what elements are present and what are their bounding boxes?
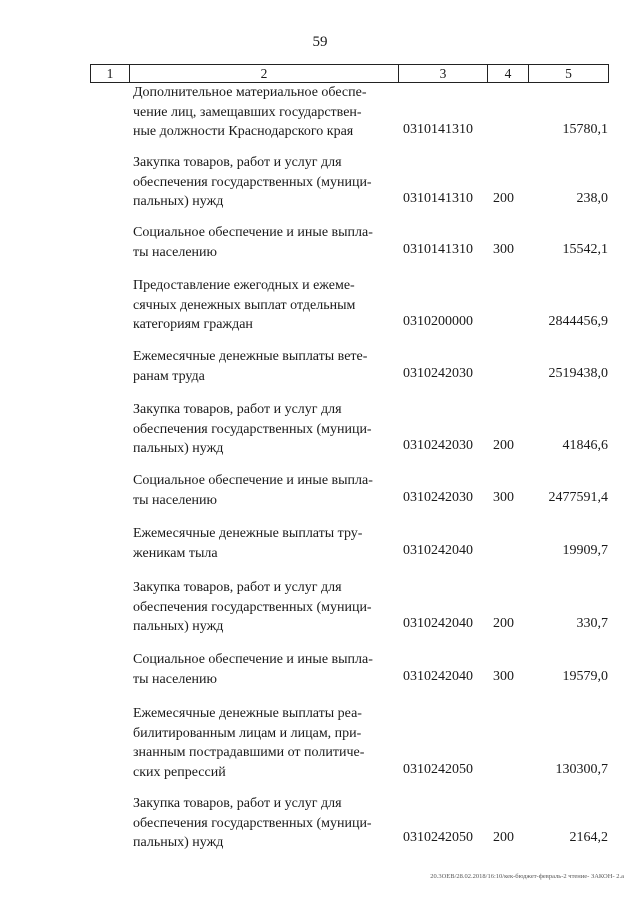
row-description: Социальное обеспечение и иные выпла- ты населению: [133, 652, 373, 687]
row-amount: 15780,1: [562, 122, 608, 137]
row-amount: 238,0: [576, 191, 608, 206]
header-col-2: 2: [130, 65, 399, 82]
row-expense-type: 200: [493, 438, 514, 453]
row-code: 0310242040: [403, 669, 473, 684]
row-expense-type: 300: [493, 242, 514, 257]
row-amount: 19579,0: [562, 669, 608, 684]
row-description: Предоставление ежегодных и ежеме- сячных денежных выплат отдельным категориям граждан: [133, 278, 356, 332]
row-code: 0310242040: [403, 616, 473, 631]
row-description: Закупка товаров, работ и услуг для обеспечения государственных (муници- пальных) нужд: [133, 580, 372, 634]
document-footer-stamp: 20.3ОЕВ/28.02.2018/16:10/кек-бюджет-февраль-2 чтение- ЗАКОН- 2.а: [430, 873, 624, 880]
row-expense-type: 200: [493, 830, 514, 845]
row-code: 0310242050: [403, 762, 473, 777]
row-amount: 2477591,4: [548, 490, 608, 505]
row-amount: 15542,1: [562, 242, 608, 257]
row-amount: 41846,6: [562, 438, 608, 453]
row-code: 0310242030: [403, 366, 473, 381]
row-description: Социальное обеспечение и иные выпла- ты населению: [133, 225, 373, 260]
row-description: Ежемесячные денежные выплаты тру- женикам тыла: [133, 526, 363, 561]
row-code: 0310141310: [403, 122, 473, 137]
row-code: 0310242030: [403, 490, 473, 505]
row-expense-type: 300: [493, 669, 514, 684]
row-description: Закупка товаров, работ и услуг для обеспечения государственных (муници- пальных) нужд: [133, 796, 372, 850]
page-number: 59: [312, 34, 328, 50]
row-amount: 2519438,0: [548, 366, 608, 381]
table-header-row: [90, 64, 609, 83]
header-col-5: 5: [565, 66, 572, 81]
row-description: Закупка товаров, работ и услуг для обеспечения государственных (муници- пальных) нужд: [133, 402, 372, 456]
header-col-3: 3: [399, 65, 488, 82]
row-description: Социальное обеспечение и иные выпла- ты населению: [133, 473, 373, 508]
row-amount: 2164,2: [569, 830, 608, 845]
row-description: Дополнительное материальное обеспе- чение лиц, замещавших государствен- ные должности Краснодарского края: [133, 85, 367, 139]
row-expense-type: 300: [493, 490, 514, 505]
row-description: Ежемесячные денежные выплаты реа- билитированным лицам и лицам, при- знанным пострадавшими от политиче- ских репрессий: [133, 706, 365, 780]
row-expense-type: 200: [493, 191, 514, 206]
row-description: Ежемесячные денежные выплаты вете- ранам труда: [133, 349, 368, 384]
row-amount: 330,7: [576, 616, 608, 631]
row-amount: 130300,7: [555, 762, 608, 777]
row-code: 0310242040: [403, 543, 473, 558]
row-expense-type: 200: [493, 616, 514, 631]
row-code: 0310242030: [403, 438, 473, 453]
row-amount: 19909,7: [562, 543, 608, 558]
row-amount: 2844456,9: [548, 314, 608, 329]
row-code: 0310242050: [403, 830, 473, 845]
row-code: 0310141310: [403, 242, 473, 257]
row-description: Закупка товаров, работ и услуг для обеспечения государственных (муници- пальных) нужд: [133, 155, 372, 209]
row-code: 0310141310: [403, 191, 473, 206]
header-col-4: 4: [488, 65, 529, 82]
row-code: 0310200000: [403, 314, 473, 329]
header-col-1: 1: [91, 65, 130, 82]
